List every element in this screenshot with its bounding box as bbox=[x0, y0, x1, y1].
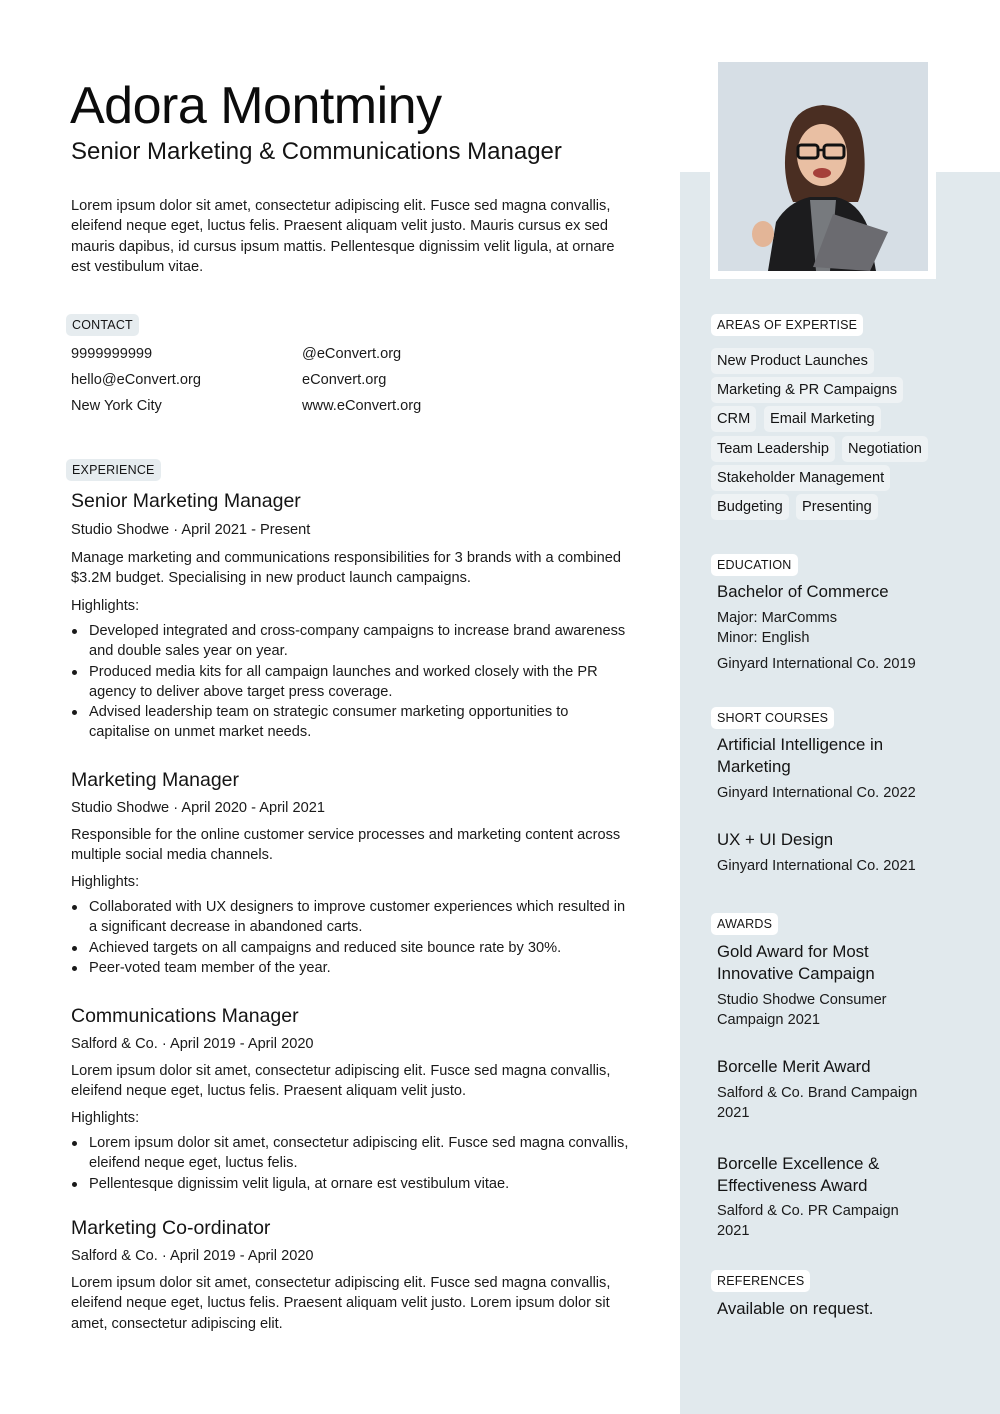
job-meta: Salford & Co. · April 2019 - April 2020 bbox=[71, 1248, 314, 1264]
education-institution: Ginyard International Co. 2019 bbox=[717, 656, 916, 672]
job-title: Marketing Co-ordinator bbox=[71, 1217, 271, 1239]
awards-section-label: AWARDS bbox=[711, 913, 778, 935]
skill-chip: Stakeholder Management bbox=[711, 465, 890, 491]
job-title: Marketing Manager bbox=[71, 769, 239, 791]
contact-phone: 9999999999 bbox=[71, 346, 153, 362]
profile-photo bbox=[718, 62, 928, 271]
job-title: Communications Manager bbox=[71, 1005, 299, 1027]
highlight-item: Developed integrated and cross-company campaigns to increase brand awareness and double sales year on year. bbox=[71, 621, 631, 662]
highlight-item: Achieved targets on all campaigns and reduced site bounce rate by 30%. bbox=[71, 938, 631, 958]
references-section-label: REFERENCES bbox=[711, 1270, 810, 1292]
candidate-name: Adora Montminy bbox=[70, 77, 442, 135]
skill-chip: CRM bbox=[711, 406, 756, 432]
contact-section-label: CONTACT bbox=[66, 314, 139, 336]
job-title: Senior Marketing Manager bbox=[71, 490, 301, 512]
job-description: Responsible for the online customer service processes and marketing content across multiple social media channels. bbox=[71, 827, 621, 864]
skill-chip: Budgeting bbox=[711, 494, 789, 520]
education-degree: Bachelor of Commerce bbox=[717, 582, 889, 601]
job-meta: Salford & Co. · April 2019 - April 2020 bbox=[71, 1036, 314, 1052]
experience-section-label: EXPERIENCE bbox=[66, 459, 161, 481]
award-title: Borcelle Merit Award bbox=[717, 1057, 871, 1076]
candidate-role: Senior Marketing & Communications Manager bbox=[71, 138, 562, 165]
highlight-item: Collaborated with UX designers to improve customer experiences which resulted in a significant decrease in abandoned carts. bbox=[71, 897, 631, 938]
job-meta: Studio Shodwe · April 2021 - Present bbox=[71, 522, 311, 538]
expertise-section-label: AREAS OF EXPERTISE bbox=[711, 314, 863, 336]
job-highlights bbox=[71, 897, 631, 978]
skill-chip: Team Leadership bbox=[711, 436, 835, 462]
references-text: Available on request. bbox=[717, 1299, 874, 1318]
highlight-item: Produced media kits for all campaign launches and worked closely with the PR agency to deliver above target press coverage. bbox=[71, 662, 631, 703]
course-title: Artificial Intelligence in Marketing bbox=[717, 735, 884, 776]
contact-social[interactable]: @eConvert.org bbox=[302, 346, 402, 362]
job-description: Lorem ipsum dolor sit amet, consectetur adipiscing elit. Fusce sed magna convallis, eleifend neque eget, luctus felis. Praesent aliquam velit justo. Lorem ipsum dolor sit amet, consectetur adipiscing elit. bbox=[71, 1275, 611, 1332]
job-description: Lorem ipsum dolor sit amet, consectetur adipiscing elit. Fusce sed magna convallis, eleifend neque eget, luctus felis. Praesent aliquam velit justo. bbox=[71, 1063, 611, 1100]
skill-chip: Marketing & PR Campaigns bbox=[711, 377, 903, 403]
highlight-item: Pellentesque dignissim velit ligula, at ornare est vestibulum vitae. bbox=[71, 1174, 631, 1194]
education-major: Major: MarComms bbox=[717, 610, 837, 626]
award-title: Borcelle Excellence & Effectiveness Award bbox=[717, 1154, 880, 1195]
contact-handle[interactable]: eConvert.org bbox=[302, 372, 387, 388]
job-highlights bbox=[71, 1133, 631, 1194]
highlights-label: Highlights: bbox=[71, 1110, 140, 1126]
contact-location: New York City bbox=[71, 398, 162, 414]
contact-email[interactable]: hello@eConvert.org bbox=[71, 372, 202, 388]
award-detail: Salford & Co. PR Campaign 2021 bbox=[717, 1203, 899, 1240]
skill-chip: Email Marketing bbox=[764, 406, 881, 432]
profile-summary: Lorem ipsum dolor sit amet, consectetur adipiscing elit. Fusce sed magna convallis, eleifend neque eget, luctus felis. Praesent aliquam velit justo. Mauris cursus ex sed mauris dapibus, id cursus ipsum mattis. Pellentesque dignissim velit ligula, at ornare est vestibulum vitae. bbox=[71, 198, 615, 275]
award-detail: Salford & Co. Brand Campaign 2021 bbox=[717, 1085, 918, 1122]
job-description: Manage marketing and communications responsibilities for 3 brands with a combined $3.2M budget. Specialising in new product launch campaigns. bbox=[71, 550, 621, 587]
person-illustration-icon bbox=[718, 62, 928, 271]
highlight-item: Advised leadership team on strategic consumer marketing opportunities to capitalise on unmet market needs. bbox=[71, 702, 631, 743]
skill-chip: New Product Launches bbox=[711, 348, 874, 374]
course-institution: Ginyard International Co. 2021 bbox=[717, 858, 916, 874]
education-section-label: EDUCATION bbox=[711, 554, 798, 576]
highlight-item: Peer-voted team member of the year. bbox=[71, 958, 631, 978]
award-detail: Studio Shodwe Consumer Campaign 2021 bbox=[717, 992, 887, 1029]
award-title: Gold Award for Most Innovative Campaign bbox=[717, 942, 875, 983]
job-highlights bbox=[71, 621, 631, 743]
highlight-item: Lorem ipsum dolor sit amet, consectetur adipiscing elit. Fusce sed magna convallis, eleifend neque eget, luctus felis. bbox=[71, 1133, 631, 1174]
course-title: UX + UI Design bbox=[717, 830, 834, 849]
courses-section-label: SHORT COURSES bbox=[711, 707, 834, 729]
skill-chip: Presenting bbox=[796, 494, 878, 520]
job-meta: Studio Shodwe · April 2020 - April 2021 bbox=[71, 800, 325, 816]
education-minor: Minor: English bbox=[717, 630, 810, 646]
highlights-label: Highlights: bbox=[71, 874, 140, 890]
contact-website[interactable]: www.eConvert.org bbox=[302, 398, 422, 414]
highlights-label: Highlights: bbox=[71, 598, 140, 614]
course-institution: Ginyard International Co. 2022 bbox=[717, 785, 916, 801]
skill-chip: Negotiation bbox=[842, 436, 928, 462]
